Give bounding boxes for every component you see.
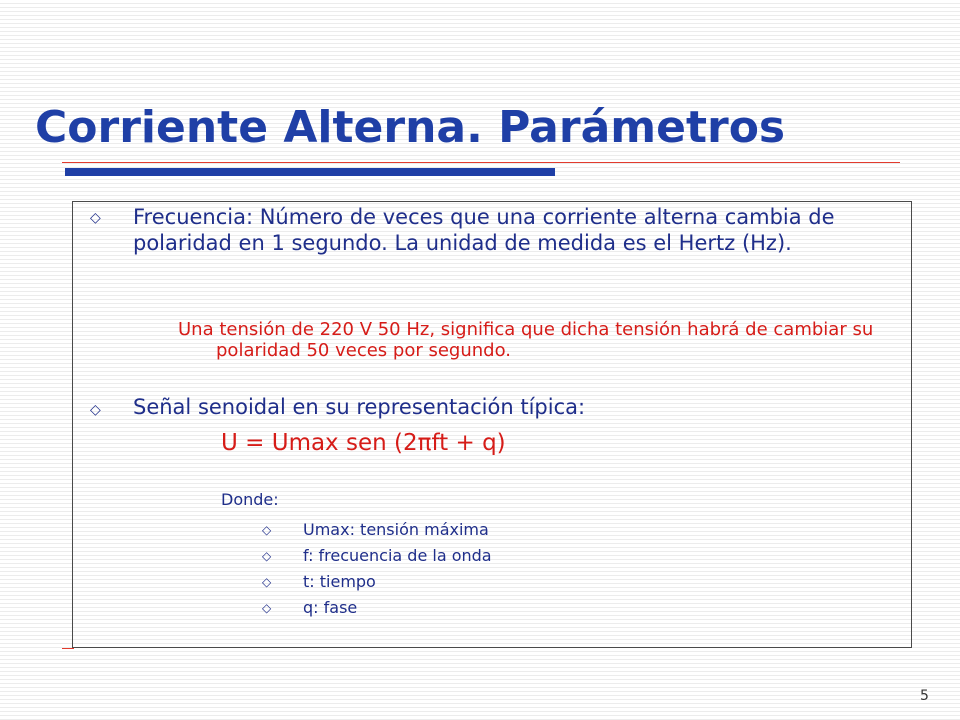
diamond-bullet-icon: ◇ — [262, 549, 272, 563]
frequency-example: Una tensión de 220 V 50 Hz, significa que dicha tensión habrá de cambiar su polaridad 50 veces por segundo. — [178, 319, 874, 361]
where-label: Donde: — [221, 490, 279, 509]
definition-t: t: tiempo — [303, 572, 376, 591]
diamond-bullet-icon: ◇ — [90, 402, 101, 418]
page-number: 5 — [920, 688, 929, 704]
frequency-definition: Frecuencia: Número de veces que una corriente alterna cambia de polaridad en 1 segundo. La unidad de medida es el Hertz (Hz). — [133, 205, 835, 255]
title-underline-red — [62, 162, 900, 163]
diamond-bullet-icon: ◇ — [262, 523, 272, 537]
title-underline-blue — [65, 168, 555, 176]
definition-f: f: frecuencia de la onda — [303, 546, 492, 565]
signal-heading: Señal senoidal en su representación típica: — [133, 395, 586, 419]
definition-q: q: fase — [303, 598, 358, 617]
slide-title: Corriente Alterna. Parámetros — [35, 102, 786, 153]
content-box — [72, 201, 912, 648]
content-box-tick — [62, 648, 74, 649]
diamond-bullet-icon: ◇ — [262, 575, 272, 589]
diamond-bullet-icon: ◇ — [90, 210, 101, 226]
sine-formula: U = Umax sen (2πft + q) — [221, 430, 506, 456]
diamond-bullet-icon: ◇ — [262, 601, 272, 615]
definition-umax: Umax: tensión máxima — [303, 520, 489, 539]
